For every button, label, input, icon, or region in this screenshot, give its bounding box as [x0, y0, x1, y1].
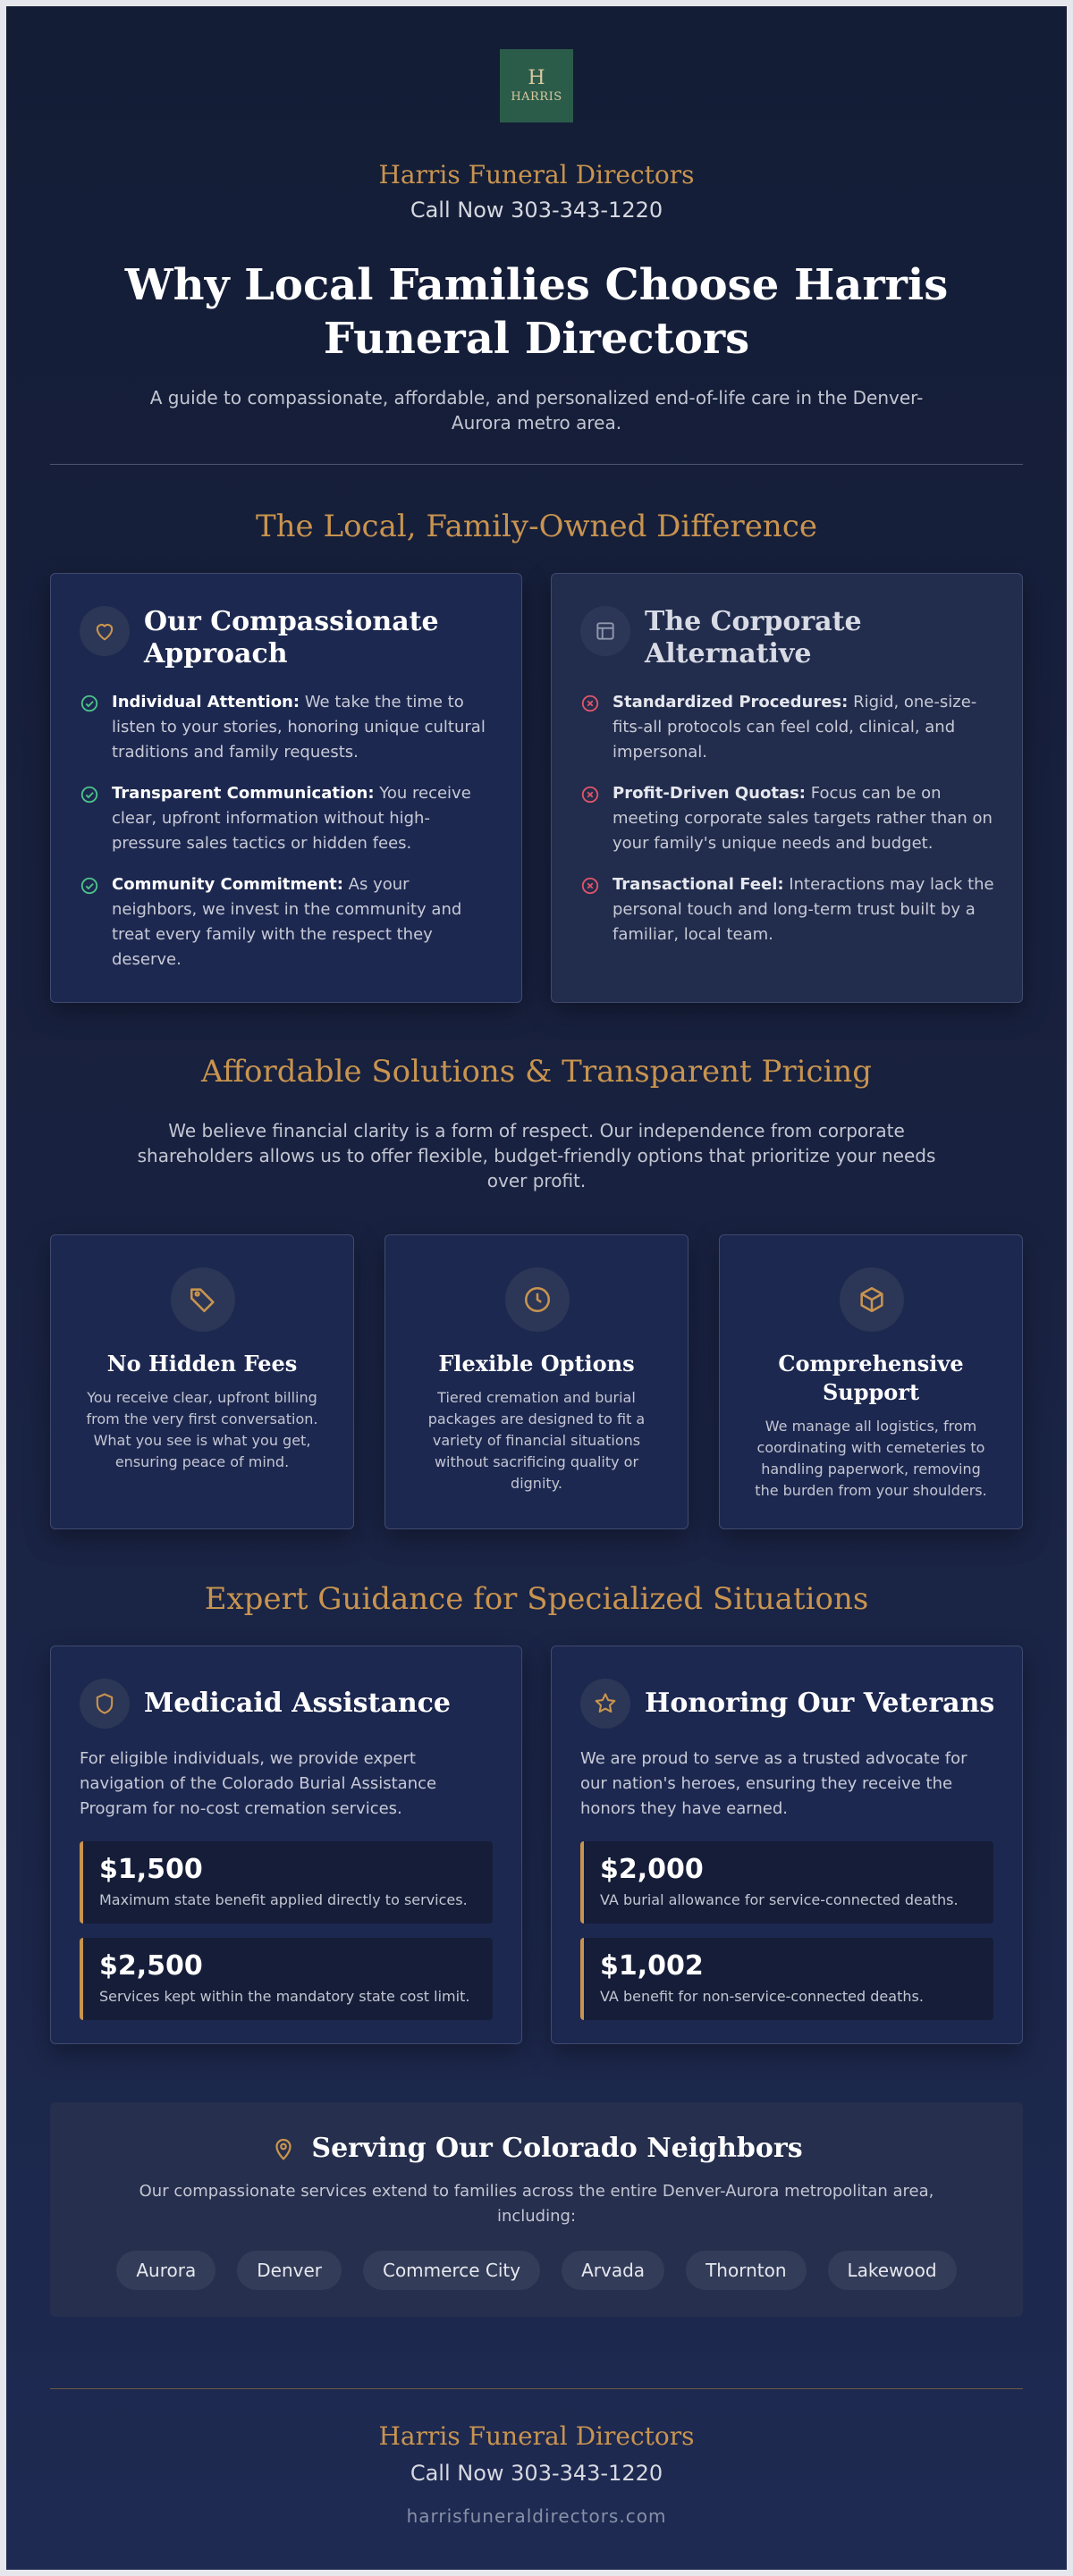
- x-circle-icon: [580, 785, 600, 804]
- feature-card-comprehensive-support: [719, 1234, 1023, 1529]
- item-label: Individual Attention:: [112, 693, 300, 711]
- check-icon: [80, 876, 99, 896]
- feature-card-flexible-options: [384, 1234, 689, 1529]
- item-text: Focus can be on meeting corporate sales targets rather than on your family's unique needs and budget.: [613, 784, 993, 853]
- check-icon: [80, 785, 99, 804]
- stat-box: [80, 1938, 493, 2020]
- stat-value: $2,500: [99, 1950, 203, 1982]
- feature-title: No Hidden Fees: [106, 1351, 298, 1376]
- feature-text: Tiered cremation and burial packages are designed to fit a variety of financial situations without sacrificing quality or dignity.: [427, 1389, 646, 1492]
- x-circle-icon: [580, 876, 600, 896]
- city-pill: Lakewood: [828, 2251, 957, 2290]
- corporate-title: The Corporate Alternative: [645, 606, 862, 669]
- logo-monogram: H: [528, 66, 545, 89]
- medicaid-title: Medicaid Assistance: [144, 1688, 451, 1719]
- medicaid-description: For eligible individuals, we provide expert navigation of the Colorado Burial Assistance Program for no-cost cremation services.: [80, 1749, 437, 1818]
- feature-text: You receive clear, upfront billing from the very first conversation. What you see is what you get, ensuring peace of mind.: [86, 1389, 318, 1470]
- footer-divider: [50, 2388, 1023, 2389]
- item-text: You receive clear, upfront information without high-pressure sales tactics or hidden fees.: [112, 784, 471, 853]
- footer-brand: Harris Funeral Directors: [378, 2421, 695, 2451]
- item-label: Community Commitment:: [112, 875, 343, 894]
- logo-wordmark: HARRIS: [511, 89, 562, 104]
- city-pill: Aurora: [116, 2251, 215, 2290]
- feature-title: Flexible Options: [438, 1351, 635, 1376]
- logo: [500, 49, 573, 122]
- service-area-text: Our compassionate services extend to families across the entire Denver-Aurora metropolitan area, including:: [139, 2182, 934, 2226]
- item-label: Transactional Feel:: [613, 875, 784, 894]
- layout-icon: [580, 606, 630, 656]
- service-area-title: Serving Our Colorado Neighbors: [311, 2133, 803, 2164]
- stat-box: [580, 1841, 993, 1924]
- pricing-intro: We believe financial clarity is a form of respect. Our independence from corporate shareholders allows us to offer flexible, budget-friendly options that prioritize your needs over profit.: [137, 1120, 936, 1191]
- city-list: [50, 2251, 1023, 2290]
- item-text: Interactions may lack the personal touch and long-term trust built by a familiar, local team.: [613, 875, 994, 944]
- corporate-card: [551, 573, 1023, 1003]
- item-text: As your neighbors, we invest in the community and treat every family with the respect they deserve.: [112, 875, 462, 969]
- page-title: Why Local Families Choose Harris Funeral Directors: [124, 260, 949, 364]
- check-icon: [80, 694, 99, 713]
- item-text: Rigid, one-size-fits-all protocols can feel cold, clinical, and impersonal.: [613, 693, 977, 762]
- item-label: Transparent Communication:: [112, 784, 375, 803]
- feature-text: We manage all logistics, from coordinating with cemeteries to handling paperwork, removing the burden from your shoulders.: [755, 1418, 987, 1499]
- stat-box: [580, 1938, 993, 2020]
- city-pill: Denver: [237, 2251, 342, 2290]
- heart-icon: [80, 606, 130, 656]
- shield-icon: [80, 1679, 130, 1729]
- item-text: We take the time to listen to your stories, honoring unique cultural traditions and family requests.: [112, 693, 486, 762]
- stat-label: VA benefit for non-service-connected deaths.: [600, 1988, 924, 2005]
- feature-card-no-hidden-fees: [50, 1234, 354, 1529]
- service-area-panel: [50, 2102, 1023, 2317]
- list-item: [80, 781, 496, 856]
- list-item: [580, 690, 997, 765]
- stat-value: $1,500: [99, 1854, 203, 1885]
- divider: [50, 464, 1023, 465]
- stat-box: [80, 1841, 493, 1924]
- x-circle-icon: [580, 694, 600, 713]
- city-pill: Thornton: [686, 2251, 806, 2290]
- city-pill: Commerce City: [363, 2251, 540, 2290]
- footer-phone-link[interactable]: Call Now 303-343-1220: [410, 2461, 663, 2486]
- city-pill: Arvada: [562, 2251, 664, 2290]
- brand-name: Harris Funeral Directors: [378, 160, 695, 189]
- star-icon: [580, 1679, 630, 1729]
- list-item: [580, 781, 997, 856]
- veterans-description: We are proud to serve as a trusted advocate for our nation's heroes, ensuring they receive the honors they have earned.: [580, 1749, 967, 1818]
- list-item: [80, 872, 496, 972]
- stat-value: $2,000: [600, 1854, 704, 1885]
- feature-title: Comprehensive Support: [778, 1351, 964, 1405]
- medicaid-card: [50, 1646, 522, 2044]
- list-item: [580, 872, 997, 947]
- page: [6, 6, 1067, 2570]
- item-label: Profit-Driven Quotas:: [613, 784, 807, 803]
- stat-label: VA burial allowance for service-connected deaths.: [600, 1891, 959, 1908]
- veterans-title: Honoring Our Veterans: [645, 1688, 995, 1719]
- phone-link[interactable]: Call Now 303-343-1220: [410, 198, 663, 223]
- section-heading-difference: The Local, Family-Owned Difference: [255, 509, 817, 544]
- stat-label: Services kept within the mandatory state cost limit.: [99, 1988, 470, 2005]
- tag-icon: [171, 1267, 235, 1332]
- stat-label: Maximum state benefit applied directly to services.: [99, 1891, 468, 1908]
- list-item: [80, 690, 496, 765]
- clock-icon: [505, 1267, 570, 1332]
- item-label: Standardized Procedures:: [613, 693, 849, 711]
- our-approach-title: Our Compassionate Approach: [144, 606, 439, 669]
- stat-value: $1,002: [600, 1950, 704, 1982]
- box-icon: [840, 1267, 904, 1332]
- our-approach-card: [50, 573, 522, 1003]
- veterans-card: [551, 1646, 1023, 2044]
- section-heading-pricing: Affordable Solutions & Transparent Pricing: [200, 1054, 873, 1090]
- page-subtitle: A guide to compassionate, affordable, and personalized end-of-life care in the Denver-Aurora metro area.: [149, 387, 924, 434]
- section-heading-guidance: Expert Guidance for Specialized Situations: [204, 1581, 869, 1617]
- website-link[interactable]: harrisfuneraldirectors.com: [406, 2505, 667, 2527]
- map-pin-icon: [270, 2135, 297, 2162]
